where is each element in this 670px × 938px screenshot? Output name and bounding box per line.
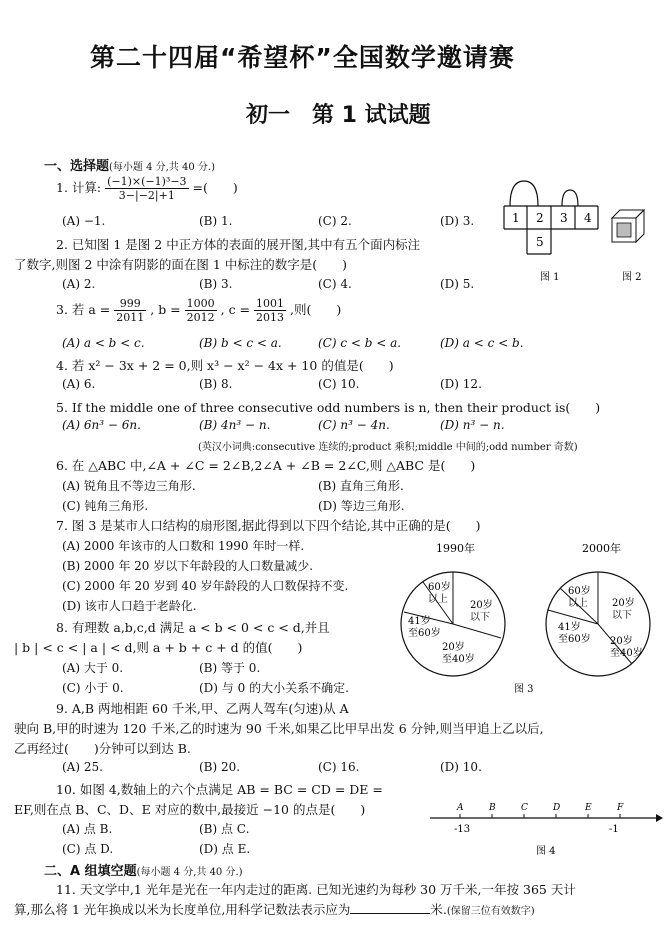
q10-option-b: (B) 点 C. xyxy=(199,822,250,836)
q1-fraction xyxy=(105,175,188,202)
figure-4-number-line xyxy=(428,798,663,858)
q2-option-d: (D) 5. xyxy=(440,277,475,291)
q3-c-label: , c = xyxy=(220,302,251,317)
q3-c-num: 1001 xyxy=(256,297,285,310)
q5-option-c: (C) n³ − 4n. xyxy=(318,418,390,432)
q1-prefix: 1. 计算: xyxy=(56,180,102,195)
pie-2000 xyxy=(546,541,650,676)
figure-2-cube xyxy=(612,210,644,283)
section-heading xyxy=(44,155,215,174)
q3-b-label: , b = xyxy=(150,302,181,317)
q9-line-2: 驶向 B,甲的时速为 120 千米,乙的时速为 90 千米,如果乙比甲早出发 6 分钟,则当甲追上乙以后, xyxy=(14,721,544,736)
section-2-title: 二、A 组填空题 xyxy=(44,864,137,879)
q5-text: 5. If the middle one of three consecutive odd numbers is n, then their product is( ) xyxy=(56,400,601,415)
q9-option-a: (A) 25. xyxy=(62,760,103,774)
q3-a-den: 2011 xyxy=(116,311,145,324)
q11-unit: 米. xyxy=(430,902,447,917)
pie-2000-label: 至40岁 xyxy=(610,648,643,659)
q11-line-2 xyxy=(14,900,535,918)
q3-fraction-a xyxy=(114,297,146,324)
q6-option-d: (D) 等边三角形. xyxy=(318,499,405,513)
q3-b-den: 2012 xyxy=(186,311,215,324)
figure-1-caption: 图 1 xyxy=(540,272,560,283)
figure-4-caption: 图 4 xyxy=(536,846,556,857)
pie-2000-label: 以上 xyxy=(568,598,588,609)
number-line-point-label: E xyxy=(585,803,592,813)
net-label: 3 xyxy=(560,211,568,225)
q9-line-3: 乙再经过( )分钟可以到达 B. xyxy=(14,741,191,756)
q3-c-den: 2013 xyxy=(256,311,285,324)
q7-option-d: (D) 该市人口趋于老龄化. xyxy=(62,599,197,613)
q8-option-c: (C) 小于 0. xyxy=(62,681,124,695)
pie-1990 xyxy=(401,541,505,676)
q3-prefix: 3. 若 a = xyxy=(56,302,111,317)
q4-option-b: (B) 8. xyxy=(199,377,233,391)
pie-1990-label: 20岁 xyxy=(470,600,493,611)
q2-line-1: 2. 已知图 1 是图 2 中正方体的表面的展开图,其中有五个面内标注 xyxy=(56,237,421,252)
q11-note: (保留三位有效数字) xyxy=(446,906,535,917)
q8-line-2: | b | < c < | a | < d,则 a + b + c + d 的值( ) xyxy=(14,640,303,655)
q10-line-1: 10. 如图 4,数轴上的六个点满足 AB = BC = CD = DE = xyxy=(56,782,383,797)
number-line-left-value: -13 xyxy=(454,824,471,835)
q10-option-a: (A) 点 B. xyxy=(62,822,113,836)
number-line-right-value: -1 xyxy=(609,824,619,835)
figure-2-caption: 图 2 xyxy=(622,272,642,283)
q1-option-d: (D) 3. xyxy=(440,214,475,228)
pie-1990-label: 41岁 xyxy=(408,616,431,627)
net-label: 1 xyxy=(512,211,520,225)
q4-option-d: (D) 12. xyxy=(440,377,482,391)
q4-text: 4. 若 x² − 3x + 2 = 0,则 x³ − x² − 4x + 10 的值是( ) xyxy=(56,358,394,373)
figure-3-caption: 图 3 xyxy=(514,684,534,695)
q9-option-c: (C) 16. xyxy=(318,760,360,774)
q3-b-num: 1000 xyxy=(186,297,215,310)
pie-1990-label: 20岁 xyxy=(442,642,465,653)
q3-a-num: 999 xyxy=(114,297,146,311)
number-line-point-label: D xyxy=(553,803,561,813)
q8-option-a: (A) 大于 0. xyxy=(62,661,124,675)
pie-1990-label: 以下 xyxy=(470,612,490,623)
pie-2000-label: 20岁 xyxy=(612,598,635,609)
question-3 xyxy=(56,297,341,324)
q11-answer-blank[interactable] xyxy=(350,903,430,914)
number-line-point-label: C xyxy=(521,803,528,813)
net-label: 5 xyxy=(536,235,544,249)
section-2-note: (每小题 4 分,共 40 分.) xyxy=(136,867,243,878)
q5-option-b: (B) 4n³ − n. xyxy=(199,418,271,432)
q1-suffix: =( ) xyxy=(192,180,238,195)
q10-option-d: (D) 点 E. xyxy=(199,842,251,856)
q6-option-c: (C) 钝角三角形. xyxy=(62,499,149,513)
figure-1-2 xyxy=(500,176,660,288)
q7-option-c: (C) 2000 年 20 岁到 40 岁年龄段的人口数保持不变. xyxy=(62,579,349,593)
q10-option-c: (C) 点 D. xyxy=(62,842,114,856)
q3-option-a: (A) a < b < c. xyxy=(62,336,145,350)
q8-line-1: 8. 有理数 a,b,c,d 满足 a < b < 0 < c < d,并且 xyxy=(56,620,330,635)
number-line-point-label: B xyxy=(489,803,496,813)
pie-2000-label: 60岁 xyxy=(568,586,591,597)
net-label: 4 xyxy=(584,211,592,225)
q2-line-2: 了数字,则图 2 中涂有阴影的面在图 1 中标注的数字是( ) xyxy=(14,257,348,272)
q2-option-c: (C) 4. xyxy=(318,277,352,291)
question-1 xyxy=(56,175,238,202)
figure-3 xyxy=(398,538,663,696)
q6-option-b: (B) 直角三角形. xyxy=(318,479,404,493)
q8-option-b: (B) 等于 0. xyxy=(199,661,261,675)
pie-1990-label: 60岁 xyxy=(428,582,451,593)
q9-option-d: (D) 10. xyxy=(440,760,482,774)
pie-1990-label: 至40岁 xyxy=(442,654,475,665)
q7-option-b: (B) 2000 年 20 岁以下年龄段的人口数量减少. xyxy=(62,559,314,573)
q1-option-b: (B) 1. xyxy=(199,214,233,228)
pie-1990-label: 以上 xyxy=(428,594,448,605)
section-note: (每小题 4 分,共 40 分.) xyxy=(109,162,215,173)
q9-line-1: 9. A,B 两地相距 60 千米,甲、乙两人驾车(匀速)从 A xyxy=(56,701,349,716)
q11-line-2-text: 算,那么将 1 光年换成以米为长度单位,用科学记数法表示应为 xyxy=(14,902,351,917)
q3-fraction-c xyxy=(254,297,286,324)
number-line-arrow xyxy=(656,814,663,822)
q3-option-d: (D) a < c < b. xyxy=(440,336,524,350)
q6-text: 6. 在 △ABC 中,∠A + ∠C = 2∠B,2∠A + ∠B = 2∠C,则 △ABC 是( ) xyxy=(56,458,476,473)
q9-option-b: (B) 20. xyxy=(199,760,241,774)
q3-option-c: (C) c < b < a. xyxy=(318,336,402,350)
section-title: 一、选择题 xyxy=(44,159,110,174)
pie-2000-label: 41岁 xyxy=(558,622,581,633)
q7-text: 7. 图 3 是某市人口结构的扇形图,据此得到以下四个结论,其中正确的是( ) xyxy=(56,518,481,533)
pie-2000-label: 至60岁 xyxy=(558,634,591,645)
q11-line-1: 11. 天文学中,1 光年是光在一年内走过的距离. 已知光速约为每秒 30 万千米,一年按 365 天计 xyxy=(56,882,576,897)
q1-denominator: 3−|−2|+1 xyxy=(118,189,175,202)
q1-option-a: (A) −1. xyxy=(62,214,106,228)
q4-option-c: (C) 10. xyxy=(318,377,360,391)
net-label: 2 xyxy=(536,211,544,225)
q1-option-c: (C) 2. xyxy=(318,214,352,228)
q5-option-a: (A) 6n³ − 6n. xyxy=(62,418,141,432)
pie-2000-label: 20岁 xyxy=(610,636,633,647)
figure-1-net xyxy=(504,181,598,283)
q1-numerator: (−1)×(−1)³−3 xyxy=(107,175,187,188)
q3-option-b: (B) b < c < a. xyxy=(199,336,282,350)
q5-glossary: (英汉小词典:consecutive 连续的;product 乘积;middle 中间的;odd number 奇数) xyxy=(198,442,578,453)
q5-option-d: (D) n³ − n. xyxy=(440,418,505,432)
shaded-face xyxy=(617,223,631,237)
pie-1990-title: 1990年 xyxy=(436,542,475,555)
q7-option-a: (A) 2000 年该市的人口数和 1990 年时一样. xyxy=(62,539,305,553)
number-line-point-label: A xyxy=(457,803,464,813)
pie-2000-label: 以下 xyxy=(612,610,632,621)
q2-option-a: (A) 2. xyxy=(62,277,96,291)
number-line-point-label: F xyxy=(617,803,624,813)
pie-2000-title: 2000年 xyxy=(582,542,621,555)
q2-option-b: (B) 3. xyxy=(199,277,233,291)
q10-line-2: EF,则在点 B、C、D、E 对应的数中,最接近 −10 的点是( ) xyxy=(14,802,366,817)
q3-fraction-b xyxy=(185,297,217,324)
exam-title: 第二十四届“希望杯”全国数学邀请赛 xyxy=(90,43,515,72)
pie-1990-label: 至60岁 xyxy=(408,628,441,639)
exam-subtitle: 初一 第 1 试试题 xyxy=(246,103,431,128)
section-2-heading xyxy=(44,860,243,879)
q6-option-a: (A) 锐角且不等边三角形. xyxy=(62,479,196,493)
q4-option-a: (A) 6. xyxy=(62,377,96,391)
q8-option-d: (D) 与 0 的大小关系不确定. xyxy=(199,681,349,695)
q3-suffix: ,则( ) xyxy=(290,302,342,317)
